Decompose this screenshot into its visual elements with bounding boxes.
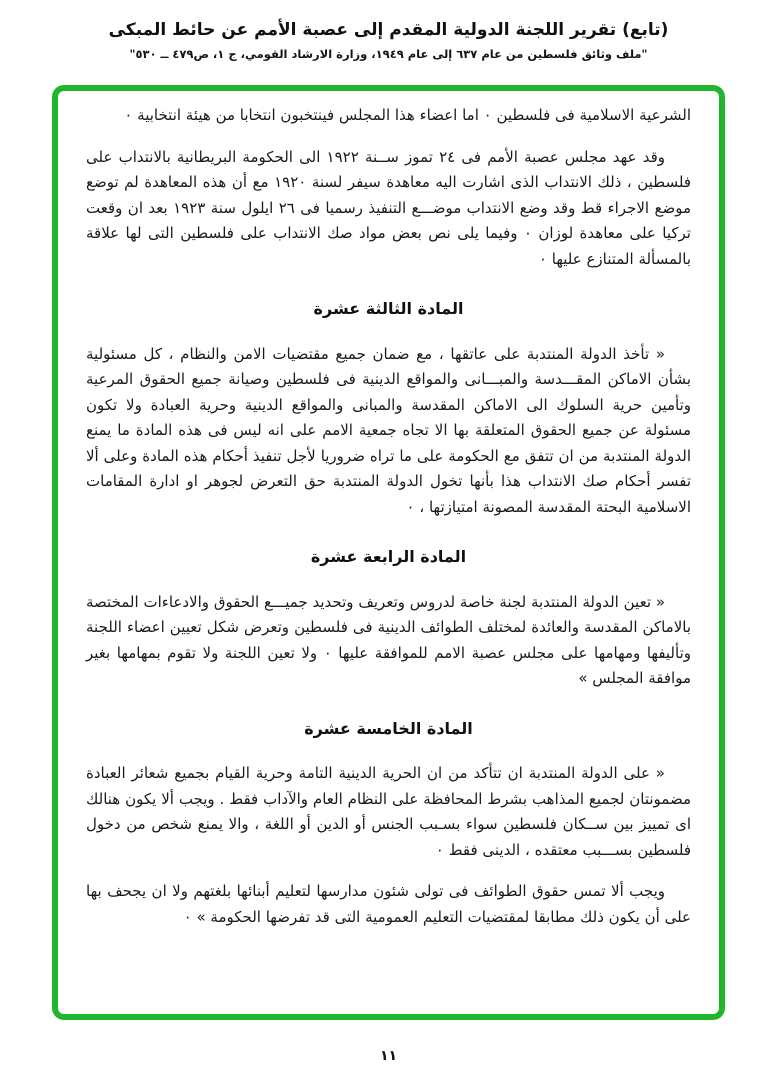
page-number: ١١ bbox=[379, 1048, 398, 1064]
highlight-border-frame bbox=[52, 85, 725, 1020]
paragraph-article-15-continued: ويجب ألا تمس حقوق الطوائف فى تولى شئون مدارسها لتعليم أبنائها بلغتهم ولا ان يجحف بها على أن يكون ذلك مطابقا لمقتضيات التعليم العمومية التى قد تفرضها الحكومة » ٠ bbox=[86, 882, 691, 926]
page-header bbox=[0, 18, 777, 62]
section-heading-article-14: المادة الرابعة عشرة bbox=[310, 547, 467, 566]
paragraph-article-14: « تعين الدولة المنتدبة لجنة خاصة لدروس وتعريف وتحديد جميـــع الحقوق والادعاءات المختصة بالاماكن المقدسة والعائدة لمختلف الطوائف الدينية فى فلسطين وتعرض شكل تعيين اعضاء اللجنة وتأليفها ومهامها على مجلس عصبة الامم للموافقة عليها ٠ ولا تعين اللجنة ولا تقوم بمهامها بغير موافقة المجلس » bbox=[86, 592, 691, 687]
paragraph-article-15: « على الدولة المنتدبة ان تتأكد من ان الحرية الدينية التامة وحرية القيام بجميع شعائر العبادة مضمونتان لجميع المذاهب بشرط المحافظة على النظام العام والآداب فقط . ويجب ألا يكون هنالك اى تمييز بين ســكان فلسطين سواء بسـبب الجنس أو الدين أو اللغة ، والا يمنع شخص من دخول فلسطين بســـبب معتقده ، الدينى فقط ٠ bbox=[86, 764, 691, 859]
paragraph-continuation: الشرعية الاسلامية فى فلسطين ٠ اما اعضاء هذا المجلس فينتخبون انتخابا من هيئة انتخابية ٠ bbox=[124, 106, 691, 124]
paragraph-article-13: « تأخذ الدولة المنتدبة على عاتقها ، مع ضمان جميع مقتضيات الامن والنظام ، كل مسئولية بشأن الاماكن المقـــدسة والمبـــانى والمواقع الدينية فى فلسطين وصيانة جميع الحقوق المرعية وتأمين حرية السلوك الى الاماكن المقدسة والمبانى والمواقع الدينية وحرية العبادة ولا تكون مسئولة عن جميع الحقوق المتعلقة بها الا تجاه جمعية الامم على انه ليس فى هذه المادة ما يمنع الدولة المنتدبة من ان تتفق مع الحكومة على ما تراه ضروريا لأجل تنفيذ أحكام هذه المادة وعلى ألا تفسر أحكام صك الانتداب هذا بأنها تخول الدولة المنتدبة حق التعرض لجوهر او ادارة المقامات الاسلامية البحتة المقدسة المصونة امتيازتها ، ٠ bbox=[86, 344, 691, 516]
section-heading-article-13: المادة الثالثة عشرة bbox=[313, 299, 464, 318]
document-body bbox=[86, 103, 691, 930]
paragraph-mandate-history: وقد عهد مجلس عصبة الأمم فى ٢٤ تموز ســنة ١٩٢٢ الى الحكومة البريطانية بالانتداب على فلسطين ، ذلك الانتداب الذى اشارت اليه معاهدة سيفر لسنة ١٩٢٠ مع أن هذه المعاهدة لم توضع موضع الاجراء قط وقد وضع الانتداب موضـــع التنفيذ رسميا فى ٢٦ ايلول سنة ١٩٢٣ بعد ان وقعت تركيا على معاهدة لوزان ٠ وفيما يلى نص بعض مواد صك الانتداب على فلسطين التى لها علاقة بالمسألة المتنازع عليها ٠ bbox=[86, 147, 692, 268]
document-title: (تابع) تقرير اللجنة الدولية المقدم إلى عصبة الأمم عن حائط المبكى bbox=[108, 20, 669, 40]
document-source-citation: "ملف وثائق فلسطين من عام ٦٣٧ إلى عام ١٩٤٩، وزارة الارشاد القومي، ج ١، ص٤٧٩ ــ ٥٣٠" bbox=[129, 47, 648, 61]
section-heading-article-15: المادة الخامسة عشرة bbox=[304, 718, 473, 738]
page-footer bbox=[0, 1045, 777, 1064]
